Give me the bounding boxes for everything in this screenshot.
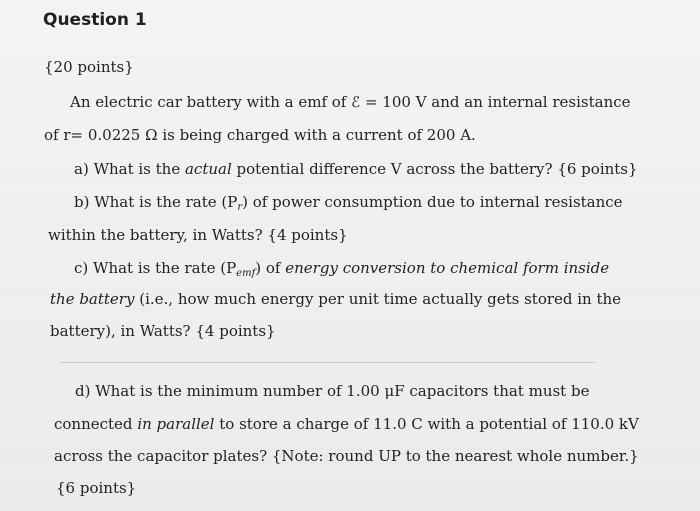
part-a-italic: actual	[184, 160, 232, 178]
part-b-line-2: within the battery, in Watts? {4 points}	[48, 226, 348, 244]
part-b-line-1	[74, 193, 623, 213]
section-divider	[60, 362, 595, 363]
question-points: {20 points}	[44, 58, 134, 76]
part-c-subscript: emf	[236, 268, 256, 279]
part-d-line-4: {6 points}	[56, 479, 137, 497]
part-b-suffix: ) of power consumption due to internal resistance	[242, 193, 623, 211]
part-d-line-2	[54, 415, 639, 433]
part-c-italic-2: the battery	[50, 290, 135, 308]
part-a-suffix: potential difference V across the battery? {6 points}	[231, 160, 638, 178]
part-c-mid: ) of	[255, 259, 286, 277]
part-d-line-3: across the capacitor plates? {Note: round UP to the nearest whole number.}	[54, 447, 639, 465]
part-b-prefix: b) What is the rate (P	[74, 193, 238, 211]
part-c-italic-1: energy conversion to chemical form inside	[285, 259, 610, 277]
part-c-line-2	[50, 290, 621, 308]
part-c-line-1	[74, 259, 609, 279]
intro-line-2: of r= 0.0225 Ω is being charged with a current of 200 A.	[44, 126, 476, 144]
part-a-text	[74, 160, 638, 178]
part-d-prefix: connected	[54, 415, 138, 433]
part-d-line-1: d) What is the minimum number of 1.00 μF capacitors that must be	[75, 382, 590, 400]
question-title: Question 1	[43, 10, 147, 30]
part-d-italic: in parallel	[137, 415, 215, 433]
part-a-prefix: a) What is the	[74, 160, 185, 178]
part-c-prefix: c) What is the rate (P	[74, 259, 237, 277]
part-c-line-3: battery), in Watts? {4 points}	[50, 322, 276, 340]
part-c-line-2-suffix: (i.e., how much energy per unit time actually gets stored in the	[134, 290, 622, 308]
part-b-subscript: r	[237, 202, 243, 213]
part-d-suffix: to store a charge of 11.0 C with a potential of 110.0 kV	[214, 415, 639, 433]
intro-line-1: An electric car battery with a emf of ℰ = 100 V and an internal resistance	[70, 93, 631, 111]
